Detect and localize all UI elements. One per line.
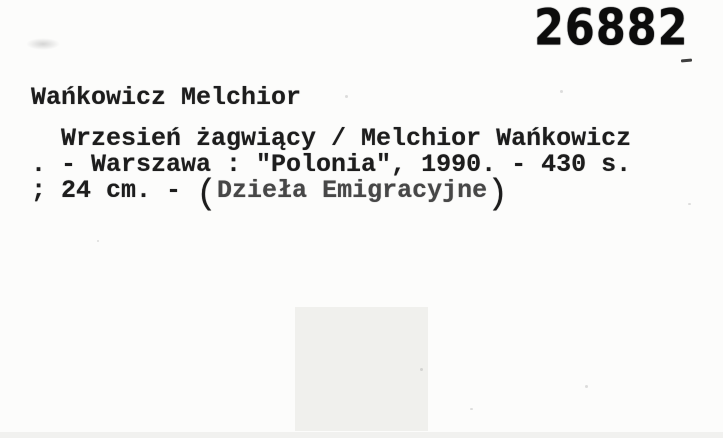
scan-speck bbox=[345, 95, 348, 98]
catalog-entry bbox=[31, 83, 632, 214]
accession-number-stamp: 26882 bbox=[534, 0, 689, 57]
scan-speck bbox=[585, 385, 588, 388]
scan-speck bbox=[688, 203, 691, 205]
author-heading: Wańkowicz Melchior bbox=[31, 83, 302, 112]
series-title: Dzieła Emigracyjne bbox=[217, 176, 488, 205]
scan-smudge bbox=[26, 38, 60, 50]
scan-speck bbox=[560, 90, 563, 93]
scan-speck bbox=[238, 130, 240, 132]
entry-line-series bbox=[31, 174, 631, 214]
series-paren-close: ) bbox=[487, 174, 509, 214]
scan-bottom-shadow bbox=[0, 432, 723, 438]
scan-dash-artifact bbox=[681, 59, 692, 63]
entry-line-title: Wrzesień żagwiący / Melchior Wańkowicz bbox=[31, 124, 632, 153]
scan-speck bbox=[470, 408, 473, 410]
scan-speck bbox=[97, 240, 99, 242]
entry-line-series-prefix: ; 24 cm. - bbox=[31, 176, 197, 205]
scan-shadow-patch bbox=[295, 307, 428, 431]
entry-line-imprint: . - Warszawa : "Polonia", 1990. - 430 s. bbox=[31, 150, 632, 179]
series-paren-open: ( bbox=[196, 174, 218, 214]
scan-speck bbox=[420, 368, 423, 371]
